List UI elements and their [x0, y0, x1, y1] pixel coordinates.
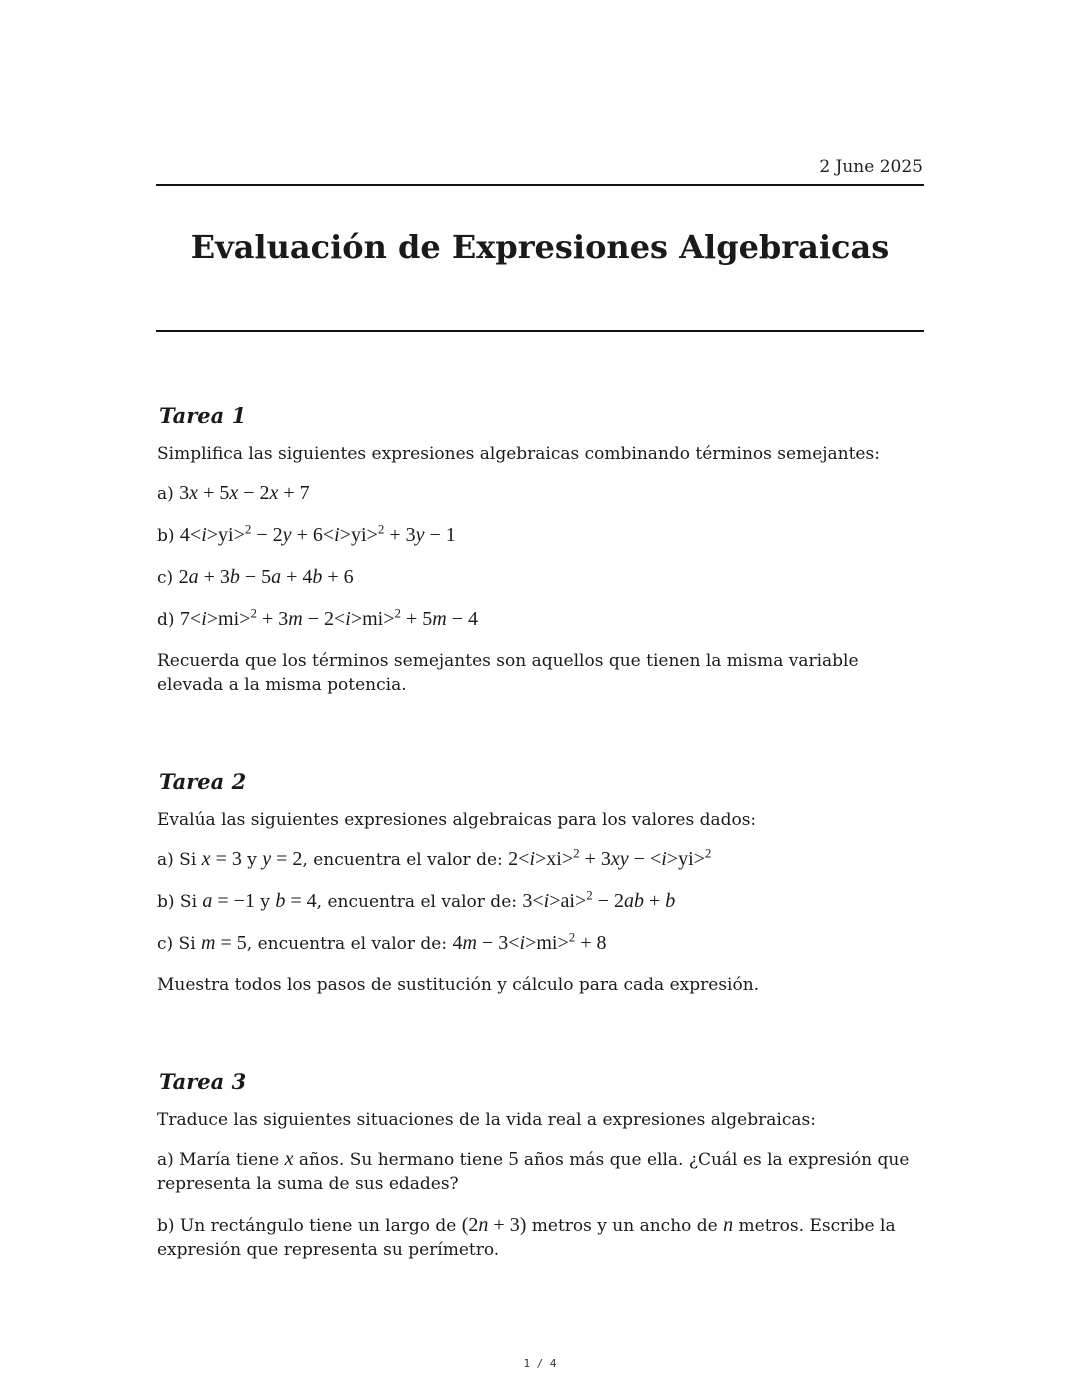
page-number: 1 / 4 [523, 1357, 557, 1370]
task-1-item-d: d) 7<i>mi>$^2$ + 3m − 2<i>mi>$^2$ + 5m − 4 [157, 605, 479, 630]
task-3-item-b: b) Un rectángulo tiene un largo de (2n + 3) metros y un ancho de n metros. Escribe la expresión que representa su perímetro. [157, 1214, 896, 1260]
task-1-heading: Tarea 1 [159, 403, 247, 428]
task-2-item-a: a) Si x = 3 y y = 2, encuentra el valor de: 2<i>xi>$^2$ + 3xy − <i>yi>$^2$ [157, 845, 712, 870]
task-3-item-a: a) María tiene x años. Su hermano tiene 5 años más que ella. ¿Cuál es la expresión que representa la suma de sus edades? [157, 1148, 910, 1194]
task-2-item-c: c) Si m = 5, encuentra el valor de: 4m − 3<i>mi>$^2$ + 8 [157, 929, 607, 954]
task-3-intro: Traduce las siguientes situaciones de la vida real a expresiones algebraicas: [157, 1110, 816, 1130]
task-2-note: Muestra todos los pasos de sustitución y cálculo para cada expresión. [157, 975, 760, 995]
title-rule [156, 330, 924, 332]
task-1-item-a: a) 3x + 5x − 2x + 7 [157, 482, 310, 504]
task-1-item-c: c) 2a + 3b − 5a + 4b + 6 [157, 566, 354, 588]
header-date: 2 June 2025 [819, 157, 923, 177]
task-3-heading: Tarea 3 [159, 1069, 247, 1094]
task-3 [157, 1069, 927, 1279]
header-rule [156, 184, 924, 186]
task-2 [157, 769, 927, 997]
task-2-intro: Evalúa las siguientes expresiones algebraicas para los valores dados: [157, 810, 757, 830]
task-2-item-b: b) Si a = −1 y b = 4, encuentra el valor de: 3<i>ai>$^2$ − 2ab + b [157, 887, 676, 912]
task-1-intro: Simplifica las siguientes expresiones algebraicas combinando términos semejantes: [157, 444, 880, 464]
task-1-note: Recuerda que los términos semejantes son aquellos que tienen la misma variable elevada a la misma potencia. [157, 651, 859, 695]
task-2-heading: Tarea 2 [159, 769, 247, 794]
task-1-item-b: b) 4<i>yi>$^2$ − 2y + 6<i>yi>$^2$ + 3y − 1 [157, 521, 456, 546]
task-1 [157, 403, 927, 697]
page-title: Evaluación de Expresiones Algebraicas [190, 228, 890, 266]
